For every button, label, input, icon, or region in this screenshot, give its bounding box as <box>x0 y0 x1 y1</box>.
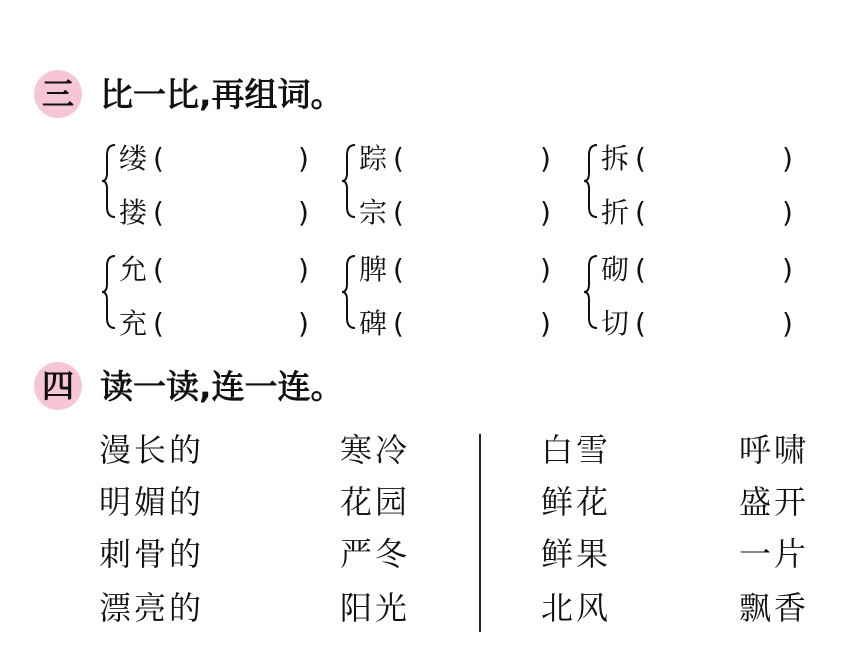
answer-paren-open: ( <box>635 196 646 229</box>
answer-paren-close: ) <box>298 142 309 175</box>
answer-paren-open: ( <box>393 253 404 286</box>
compare-character: 充 <box>119 307 148 340</box>
match-word[interactable]: 白雪 <box>541 431 612 469</box>
match-word[interactable]: 寒冷 <box>340 431 411 469</box>
match-word[interactable]: 漫长的 <box>99 431 205 469</box>
match-word[interactable]: 鲜果 <box>541 535 612 573</box>
answer-paren-open: ( <box>635 307 646 340</box>
compare-character: 碑 <box>359 307 388 340</box>
compare-character: 缕 <box>119 142 148 175</box>
match-word[interactable]: 刺骨的 <box>99 535 205 573</box>
match-word[interactable]: 阳光 <box>340 589 411 627</box>
answer-blank[interactable] <box>653 145 778 175</box>
section-number: 三 <box>41 75 74 113</box>
match-word[interactable]: 花园 <box>340 483 411 521</box>
match-word[interactable]: 飘香 <box>739 589 810 627</box>
compare-character: 踪 <box>359 142 388 175</box>
answer-blank[interactable] <box>411 256 536 286</box>
answer-paren-open: ( <box>393 196 404 229</box>
answer-paren-open: ( <box>153 307 164 340</box>
answer-paren-close: ) <box>540 253 551 286</box>
answer-blank[interactable] <box>171 256 294 286</box>
group-brace <box>101 254 117 330</box>
match-word[interactable]: 呼啸 <box>739 431 810 469</box>
section-number-badge <box>34 362 82 410</box>
answer-blank[interactable] <box>411 310 536 340</box>
answer-paren-close: ) <box>298 307 309 340</box>
group-brace <box>341 254 357 330</box>
answer-blank[interactable] <box>653 199 778 229</box>
answer-paren-close: ) <box>298 253 309 286</box>
answer-blank[interactable] <box>171 145 294 175</box>
answer-paren-open: ( <box>153 142 164 175</box>
answer-paren-close: ) <box>782 307 793 340</box>
compare-character: 折 <box>601 196 630 229</box>
answer-paren-close: ) <box>540 142 551 175</box>
answer-blank[interactable] <box>171 310 294 340</box>
answer-paren-close: ) <box>782 253 793 286</box>
answer-blank[interactable] <box>171 199 294 229</box>
answer-blank[interactable] <box>653 256 778 286</box>
answer-paren-close: ) <box>540 307 551 340</box>
answer-paren-close: ) <box>782 196 793 229</box>
group-brace <box>583 254 599 330</box>
match-word[interactable]: 一片 <box>739 535 810 573</box>
compare-character: 砌 <box>601 253 630 286</box>
answer-paren-open: ( <box>635 253 646 286</box>
answer-paren-open: ( <box>635 142 646 175</box>
answer-paren-open: ( <box>153 196 164 229</box>
answer-blank[interactable] <box>653 310 778 340</box>
answer-paren-open: ( <box>393 307 404 340</box>
answer-paren-open: ( <box>153 253 164 286</box>
section-number: 四 <box>41 367 74 405</box>
group-brace <box>583 143 599 219</box>
answer-paren-open: ( <box>393 142 404 175</box>
match-word[interactable]: 北风 <box>541 589 612 627</box>
match-word[interactable]: 盛开 <box>739 483 810 521</box>
compare-character: 脾 <box>359 253 388 286</box>
compare-character: 拆 <box>601 142 630 175</box>
column-divider <box>479 434 481 632</box>
group-brace <box>101 143 117 219</box>
answer-paren-close: ) <box>540 196 551 229</box>
match-word[interactable]: 鲜花 <box>541 483 612 521</box>
answer-paren-close: ) <box>782 142 793 175</box>
answer-paren-close: ) <box>298 196 309 229</box>
group-brace <box>341 143 357 219</box>
compare-character: 切 <box>601 307 630 340</box>
answer-blank[interactable] <box>411 199 536 229</box>
compare-character: 允 <box>119 253 148 286</box>
section-title: 比一比,再组词。 <box>100 75 344 114</box>
section-title: 读一读,连一连。 <box>100 367 344 406</box>
match-word[interactable]: 严冬 <box>340 535 411 573</box>
match-word[interactable]: 漂亮的 <box>99 589 205 627</box>
match-word[interactable]: 明媚的 <box>99 483 205 521</box>
compare-character: 宗 <box>359 196 388 229</box>
section-number-badge <box>34 70 82 118</box>
compare-character: 搂 <box>119 196 148 229</box>
answer-blank[interactable] <box>411 145 536 175</box>
